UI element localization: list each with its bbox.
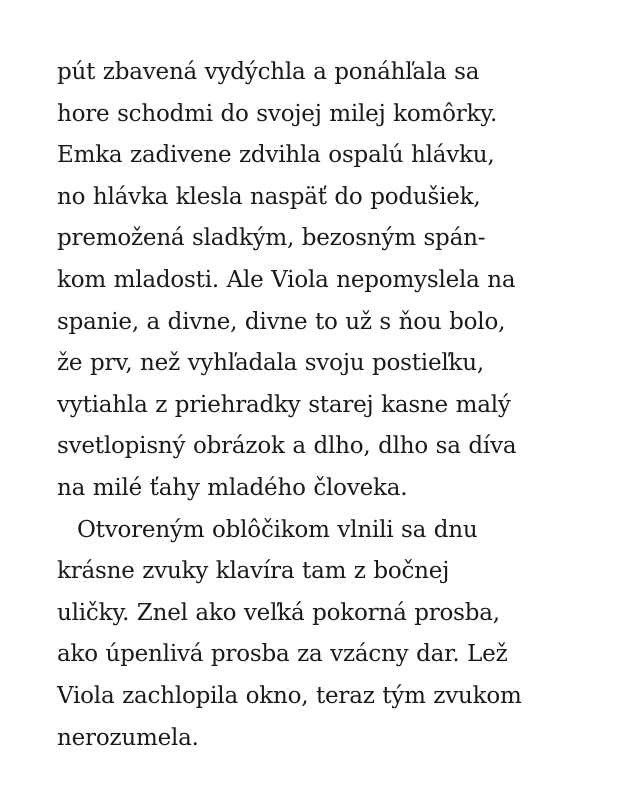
text-line: Viola zachlopila okno, teraz tým zvukom bbox=[57, 682, 522, 709]
text-line: vytiahla z priehradky starej kasne malý bbox=[57, 391, 511, 418]
text-line: pút zbavená vydýchla a ponáhľala sa bbox=[57, 59, 480, 85]
paragraph-1 bbox=[57, 52, 600, 510]
text-line: na milé ťahy mladého človeka. bbox=[57, 474, 408, 501]
text-line: Emka zadivene zdvihla ospalú hlávku, bbox=[57, 142, 495, 169]
text-line-indented: Otvoreným oblôčikom vlnili sa dnu bbox=[77, 516, 478, 543]
paragraph-2 bbox=[57, 510, 600, 760]
text-line: že prv, než vyhľadala svoju postieľku, bbox=[57, 350, 484, 377]
text-line: ako úpenlivá prosba za vzácny dar. Lež bbox=[57, 641, 508, 668]
text-line: kom mladosti. Ale Viola nepomyslela na bbox=[57, 266, 516, 293]
text-line: spanie, a divne, divne to už s ňou bolo, bbox=[57, 308, 506, 335]
text-line: svetlopisný obrázok a dlho, dlho sa díva bbox=[57, 433, 517, 460]
text-line: premožená sladkým, bezosným spán- bbox=[57, 225, 486, 252]
text-line: hore schodmi do svojej milej komôrky. bbox=[57, 100, 498, 127]
text-line: uličky. Znel ako veľká pokorná prosba, bbox=[57, 599, 500, 626]
text-line: krásne zvuky klavíra tam z bočnej bbox=[57, 558, 450, 585]
text-line: no hlávka klesla naspäť do podušiek, bbox=[57, 183, 481, 210]
text-line: nerozumela. bbox=[57, 724, 199, 751]
